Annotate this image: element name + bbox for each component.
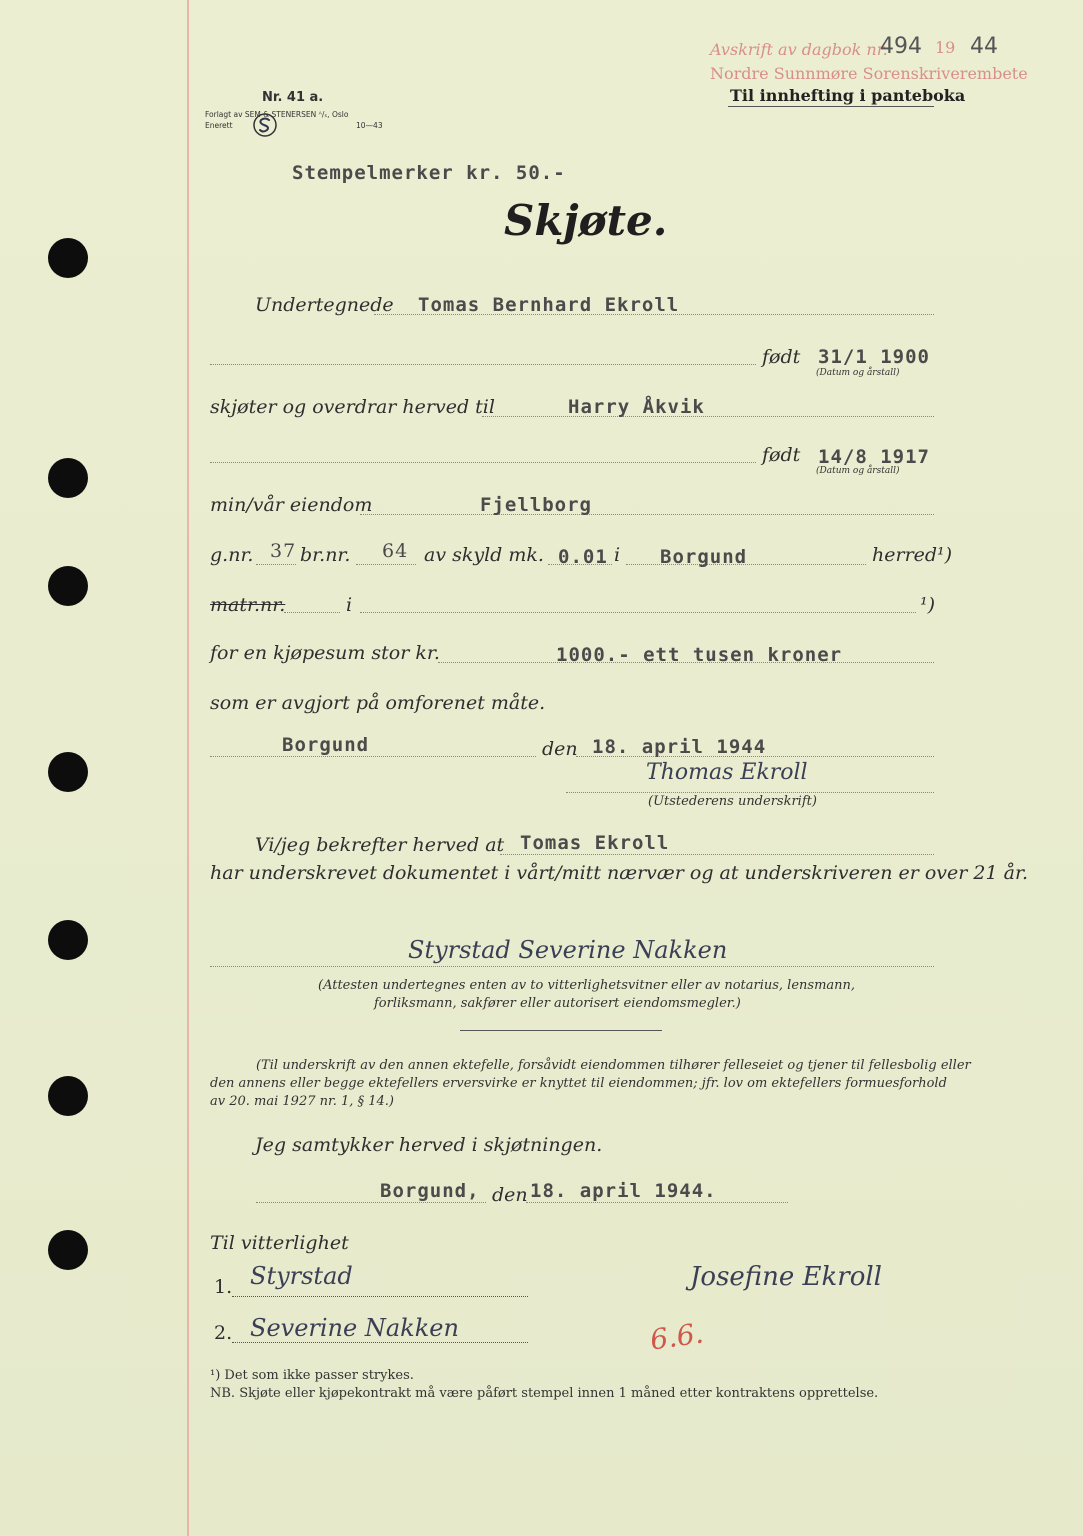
witness-line-1 [232, 1296, 528, 1297]
publisher-logo [252, 112, 278, 138]
spouse-signature: Josefine Ekroll [690, 1262, 882, 1292]
undersigned-label: Undertegnede [255, 294, 394, 316]
dotted-line [360, 514, 934, 515]
dotted-line [284, 612, 340, 613]
dotted-line [360, 612, 916, 613]
confirm-label: Vi/jeg bekrefter herved at [255, 834, 505, 856]
dotted-line [210, 966, 934, 967]
copyright: Enerett [205, 121, 233, 130]
dotted-line [210, 756, 536, 757]
bnr-label: br.nr. [300, 544, 351, 566]
matrnr-label: matr.nr. [210, 594, 286, 616]
attest-note-2: forliksmann, sakfører eller autorisert eiendomsmegler.) [374, 996, 741, 1011]
attest-note-1: (Attesten undertegnes enten av to vitterlighetsvitner eller av notarius, lensmann, [318, 978, 856, 993]
punch-hole [48, 1230, 88, 1270]
red-check-mark: 6.6. [647, 1316, 706, 1357]
punch-hole [48, 920, 88, 960]
punch-hole [48, 1076, 88, 1116]
spouse-note-1: (Til underskrift av den annen ektefelle, forsåvidt eiendommen tilhører felleseiet og tjener til fellesbolig eller [256, 1058, 971, 1073]
witness-number-1: 1. [214, 1276, 233, 1298]
confirm-text: har underskrevet dokumentet i vårt/mitt nærvær og at underskriveren er over 21 år. [210, 862, 1028, 884]
in-label: i [614, 544, 621, 566]
witness-number-2: 2. [214, 1322, 233, 1344]
dotted-line [256, 1202, 486, 1203]
place: Borgund [282, 734, 370, 756]
punch-hole [48, 752, 88, 792]
dotted-line [482, 416, 934, 417]
dotted-line [566, 792, 934, 793]
witness-line-2 [232, 1342, 528, 1343]
born-label: født [762, 346, 801, 368]
year-suffix: 44 [970, 34, 998, 59]
transfer-label: skjøter og overdrar herved til [210, 396, 495, 418]
dotted-line [210, 364, 756, 365]
print-code: 10—43 [356, 121, 383, 130]
spouse-note-3: av 20. mai 1927 nr. 1, § 14.) [210, 1094, 394, 1109]
dotted-line [210, 462, 756, 463]
spouse-note-2: den annens eller begge ektefellers erversvirke er knyttet til eiendommen; jfr. lov om ektefellers formuesforhold [210, 1076, 947, 1091]
price-label: for en kjøpesum stor kr. [210, 642, 440, 664]
stamp-journal-label: Avskrift av dagbok nr. [710, 40, 888, 59]
settled-label: som er avgjort på omforenet måte. [210, 692, 546, 714]
date-hint: (Datum og årstall) [816, 368, 900, 378]
punch-hole [48, 458, 88, 498]
in-label: i [346, 594, 353, 616]
witness-label: Til vitterlighet [210, 1232, 349, 1254]
year-prefix: 19 [935, 38, 956, 57]
punch-hole [48, 566, 88, 606]
buyer-name: Harry Åkvik [568, 396, 705, 418]
publisher: Forlagt av SEM & STENERSEN ᴬ/ₛ, Oslo [205, 110, 349, 119]
date-hint: (Datum og årstall) [816, 466, 900, 476]
separator-rule [460, 1030, 662, 1031]
witness-signatures: Styrstad Severine Nakken [408, 936, 728, 964]
confirm-name: Tomas Ekroll [520, 832, 670, 854]
instruction-underline [728, 106, 934, 107]
buyer-birthdate: 14/8 1917 [818, 446, 930, 468]
herred-label: herred¹) [872, 544, 953, 566]
dotted-line [256, 564, 296, 565]
date-label: den [542, 738, 578, 760]
footnote-2: NB. Skjøte eller kjøpekontrakt må være påført stempel innen 1 måned etter kontraktens opprettelse. [210, 1386, 879, 1401]
price-value: 1000.- ett tusen kroner [556, 644, 843, 666]
born-label: født [762, 444, 801, 466]
footnote-1: ¹) Det som ikke passer strykes. [210, 1368, 414, 1383]
date: 18. april 1944 [592, 736, 767, 758]
gnr-label: g.nr. [210, 544, 254, 566]
spouse-place: Borgund, [380, 1180, 480, 1202]
footnote-mark: ¹) [920, 594, 936, 616]
punch-hole [48, 238, 88, 278]
dotted-line [356, 564, 416, 565]
spouse-date-label: den [492, 1184, 528, 1206]
journal-number: 494 [880, 34, 922, 59]
margin-line [187, 0, 189, 1536]
property-name: Fjellborg [480, 494, 592, 516]
bnr-value: 64 [382, 540, 409, 562]
issuer-signature: Thomas Ekroll [646, 760, 808, 785]
witness-2-signature: Severine Nakken [250, 1314, 459, 1342]
document-title: Skjøte. [504, 196, 668, 245]
gnr-value: 37 [270, 540, 297, 562]
municipality: Borgund [660, 546, 748, 568]
stamp-office: Nordre Sunnmøre Sorenskriverembete [710, 64, 1028, 83]
consent-text: Jeg samtykker herved i skjøtningen. [255, 1134, 603, 1156]
form-number: Nr. 41 a. [262, 90, 324, 105]
spouse-date: 18. april 1944. [530, 1180, 717, 1202]
issuer-caption: (Utstederens underskrift) [648, 794, 817, 809]
insert-instruction: Til innhefting i panteboka [730, 86, 966, 105]
seller-name: Tomas Bernhard Ekroll [418, 294, 680, 316]
dotted-line [500, 854, 934, 855]
property-label: min/vår eiendom [210, 494, 373, 516]
skyld-value: 0.01 [558, 546, 608, 568]
dotted-line [526, 1202, 788, 1203]
seller-birthdate: 31/1 1900 [818, 346, 930, 368]
skyld-label: av skyld mk. [424, 544, 544, 566]
witness-1-signature: Styrstad [250, 1262, 353, 1290]
stamp-duty: Stempelmerker kr. 50.- [292, 162, 566, 184]
